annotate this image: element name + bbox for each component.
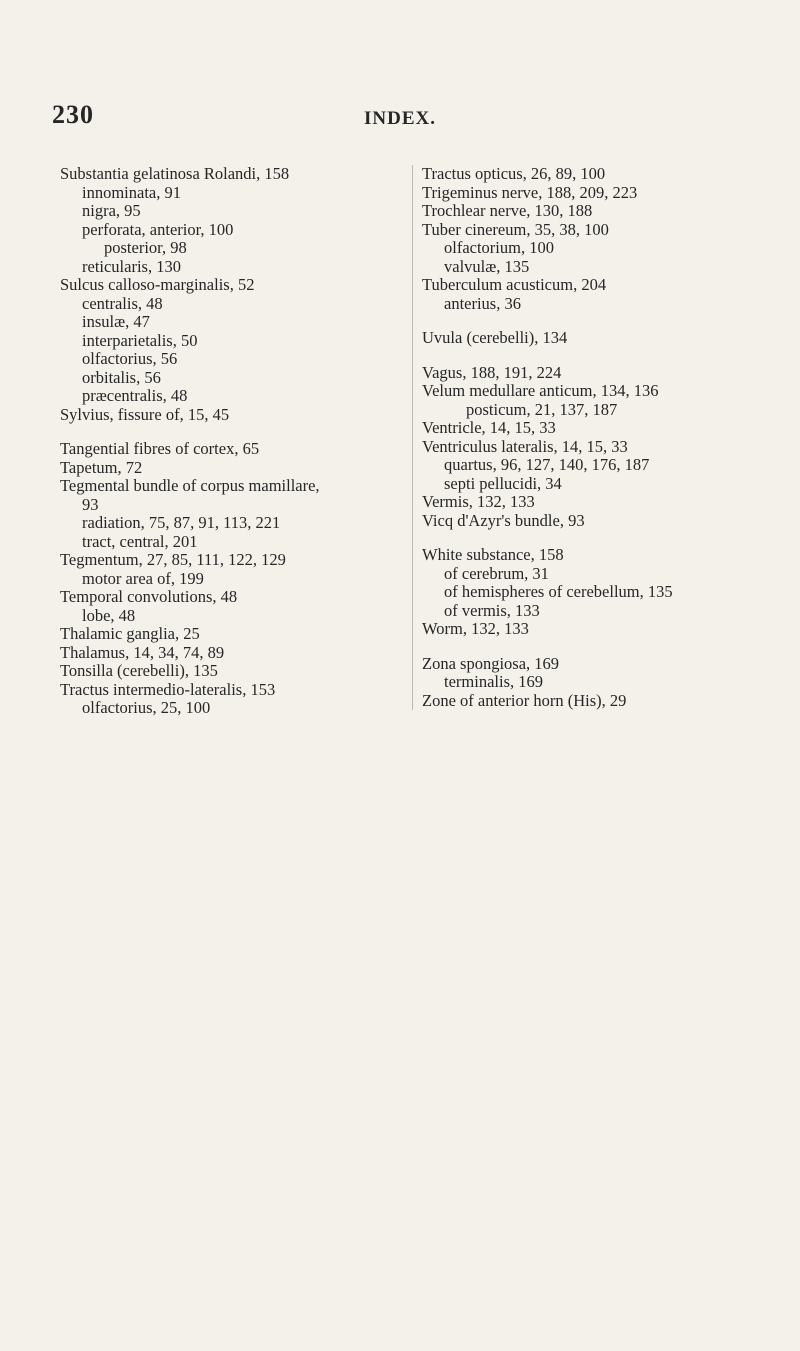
index-entry: Substantia gelatinosa Rolandi, 158 [60, 164, 290, 183]
index-subentry: of hemispheres of cerebellum, 135 [444, 582, 673, 601]
index-subentry: septi pellucidi, 34 [444, 473, 562, 493]
index-column-left [60, 165, 390, 718]
index-entry: Trigeminus nerve, 188, 209, 223 [422, 182, 638, 202]
entry-group-gap [422, 639, 800, 655]
index-subentry: præcentralis, 48 [82, 386, 188, 405]
index-entry: Tegmental bundle of corpus mamillare, [60, 476, 320, 495]
index-entry: Zona spongiosa, 169 [422, 653, 560, 673]
index-entry: Worm, 132, 133 [422, 619, 529, 638]
page-number: 230 [52, 100, 94, 129]
index-entry: Tuber cinereum, 35, 38, 100 [422, 219, 609, 239]
index-entry: Zone of anterior horn (His), 29 [422, 690, 627, 710]
index-subentry: radiation, 75, 87, 91, 113, 221 [82, 513, 281, 532]
index-subentry: posterior, 98 [104, 238, 187, 257]
index-subentry: posticum, 21, 137, 187 [466, 399, 618, 419]
index-entry: Sylvius, fissure of, 15, 45 [60, 404, 230, 424]
index-subentry: olfactorium, 100 [444, 238, 554, 257]
index-entry: Thalamus, 14, 34, 74, 89 [60, 642, 225, 662]
index-entry: Tractus opticus, 26, 89, 100 [422, 164, 606, 183]
index-entry: Uvula (cerebelli), 134 [422, 328, 568, 347]
index-subentry: motor area of, 199 [82, 568, 204, 588]
index-subentry: olfactorius, 25, 100 [82, 698, 211, 717]
index-entry: Tapetum, 72 [60, 457, 143, 477]
running-title: INDEX. [364, 108, 436, 129]
index-entry: Ventricle, 14, 15, 33 [422, 418, 556, 437]
index-subentry: tract, central, 201 [82, 531, 198, 551]
entry-group-gap [60, 424, 390, 440]
index-entry: Vicq d'Azyr's bundle, 93 [422, 510, 585, 530]
index-subentry: perforata, anterior, 100 [82, 219, 234, 239]
index-subentry: of cerebrum, 31 [444, 563, 549, 583]
index-subentry: lobe, 48 [82, 605, 136, 625]
index-subentry: reticularis, 130 [82, 256, 181, 276]
index-entry: Sulcus calloso-marginalis, 52 [60, 275, 255, 294]
index-column-right [412, 165, 800, 710]
index-entry: Temporal convolutions, 48 [60, 587, 238, 606]
index-entry: Vermis, 132, 133 [422, 492, 535, 511]
index-entry: Velum medullare anticum, 134, 136 [422, 381, 659, 400]
index-subentry: of vermis, 133 [444, 600, 540, 620]
index-entry: Trochlear nerve, 130, 188 [422, 201, 593, 220]
index-subentry: valvulæ, 135 [444, 256, 530, 276]
index-subentry: 93 [82, 494, 99, 514]
index-subentry: insulæ, 47 [82, 312, 150, 331]
index-entry: Tonsilla (cerebelli), 135 [60, 661, 218, 680]
index-subentry: terminalis, 169 [444, 672, 543, 691]
index-entry: Thalamic ganglia, 25 [60, 624, 200, 643]
index-subentry: interparietalis, 50 [82, 330, 198, 350]
index-entry: Tangential fibres of cortex, 65 [60, 439, 260, 458]
index-entry: Tegmentum, 27, 85, 111, 122, 129 [60, 550, 286, 569]
index-entry: Ventriculus lateralis, 14, 15, 33 [422, 436, 628, 456]
index-entry: Tuberculum acusticum, 204 [422, 275, 607, 294]
index-subentry: anterius, 36 [444, 293, 521, 313]
index-entry: White substance, 158 [422, 545, 564, 564]
index-subentry: orbitalis, 56 [82, 367, 161, 387]
entry-group-gap [422, 313, 800, 329]
index-subentry: centralis, 48 [82, 293, 163, 313]
entry-group-gap [422, 348, 800, 364]
index-subentry: nigra, 95 [82, 201, 141, 220]
index-entry: Tractus intermedio-lateralis, 153 [60, 679, 276, 699]
index-subentry: olfactorius, 56 [82, 349, 178, 368]
index-subentry: quartus, 96, 127, 140, 176, 187 [444, 455, 650, 474]
entry-group-gap [422, 530, 800, 546]
index-entry: Vagus, 188, 191, 224 [422, 362, 562, 382]
index-subentry: innominata, 91 [82, 182, 181, 202]
